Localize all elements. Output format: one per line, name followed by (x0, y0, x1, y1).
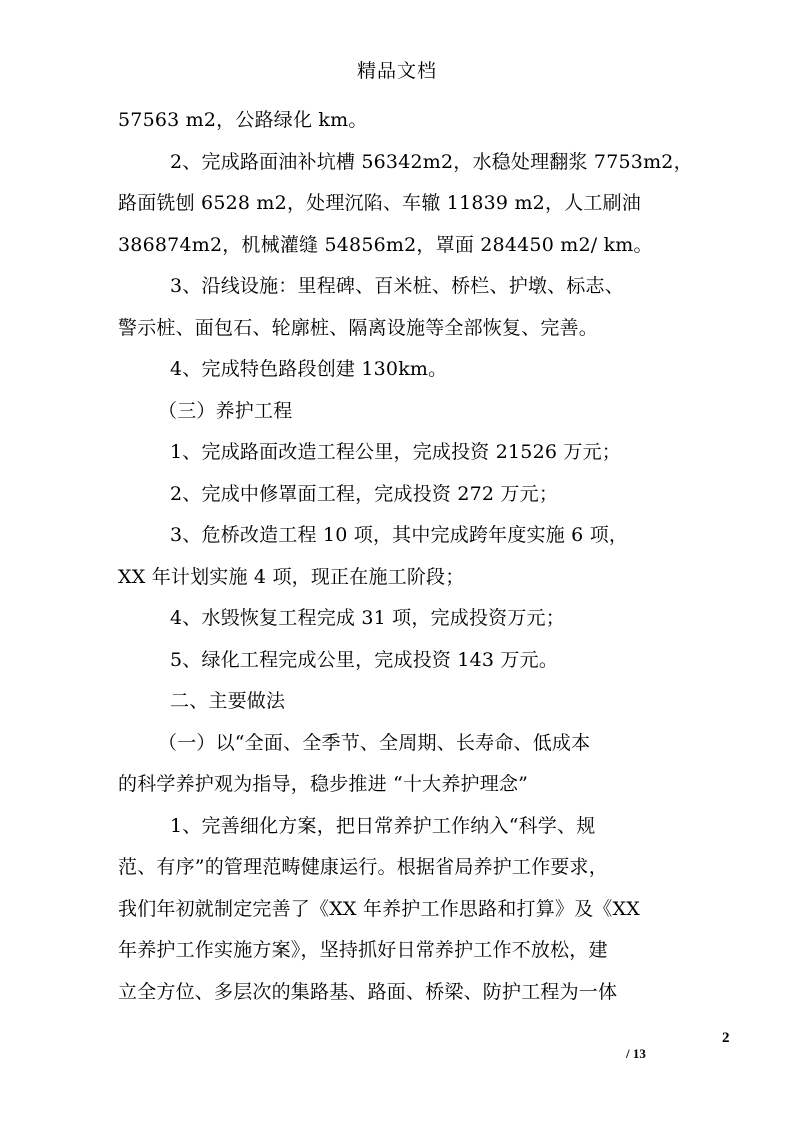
text-line: 4、水毁恢复工程完成 31 项，完成投资万元； (170, 607, 565, 629)
text-line: XX 年计划实施 4 项，现正在施工阶段； (118, 565, 465, 588)
text-line: 2、完成路面油补坑槽 56342m2，水稳处理翻浆 7753m2， (170, 150, 693, 173)
page-header: 精品文档 (356, 60, 437, 82)
section-heading: 二、主要做法 (170, 690, 286, 712)
text-line: 范、有序”的管理范畴健康运行。根据省局养护工作要求， (118, 856, 608, 878)
text-line: 57563 m2，公路绿化 km。 (118, 109, 368, 131)
text-line: 警示桩、面包石、轮廓桩、隔离设施等全部恢复、完善。 (118, 316, 599, 339)
body-text (118, 100, 693, 1013)
text-line: 1、完成路面改造工程公里，完成投资 21526 万元； (170, 441, 622, 463)
text-line: 路面铣刨 6528 m2，处理沉陷、车辙 11839 m2，人工刷油 (118, 192, 641, 214)
text-line: 386874m2，机械灌缝 54856m2，罩面 284450 m2/ km。 (118, 233, 653, 256)
text-line: 3、沿线设施：里程碑、百米桩、桥栏、护墩、标志、 (170, 275, 624, 297)
text-line: 的科学养护观为指导，稳步推进 “十大养护理念” (118, 773, 529, 795)
text-line: 5、绿化工程完成公里，完成投资 143 万元。 (170, 648, 559, 671)
text-line: 立全方位、多层次的集路基、路面、桥梁、防护工程为一体 (118, 980, 618, 1003)
page-total: / 13 (626, 1046, 646, 1061)
text-line: 我们年初就制定完善了《XX 年养护工作思路和打算》及《XX (118, 897, 640, 920)
section-heading: （三）养护工程 (158, 399, 293, 422)
text-line: 2、完成中修罩面工程，完成投资 272 万元； (170, 482, 559, 505)
text-line: 4、完成特色路段创建 130km。 (170, 358, 448, 380)
text-line: 3、危桥改造工程 10 项，其中完成跨年度实施 6 项， (170, 524, 629, 546)
text-line: 年养护工作实施方案》，坚持抓好日常养护工作不放松，建 (118, 939, 608, 961)
page-number: 2 (722, 1030, 730, 1046)
text-line: 1、完善细化方案，把日常养护工作纳入“科学、规 (170, 814, 596, 837)
section-heading: （一）以“全面、全季节、全周期、长寿命、低成本 (158, 731, 591, 754)
